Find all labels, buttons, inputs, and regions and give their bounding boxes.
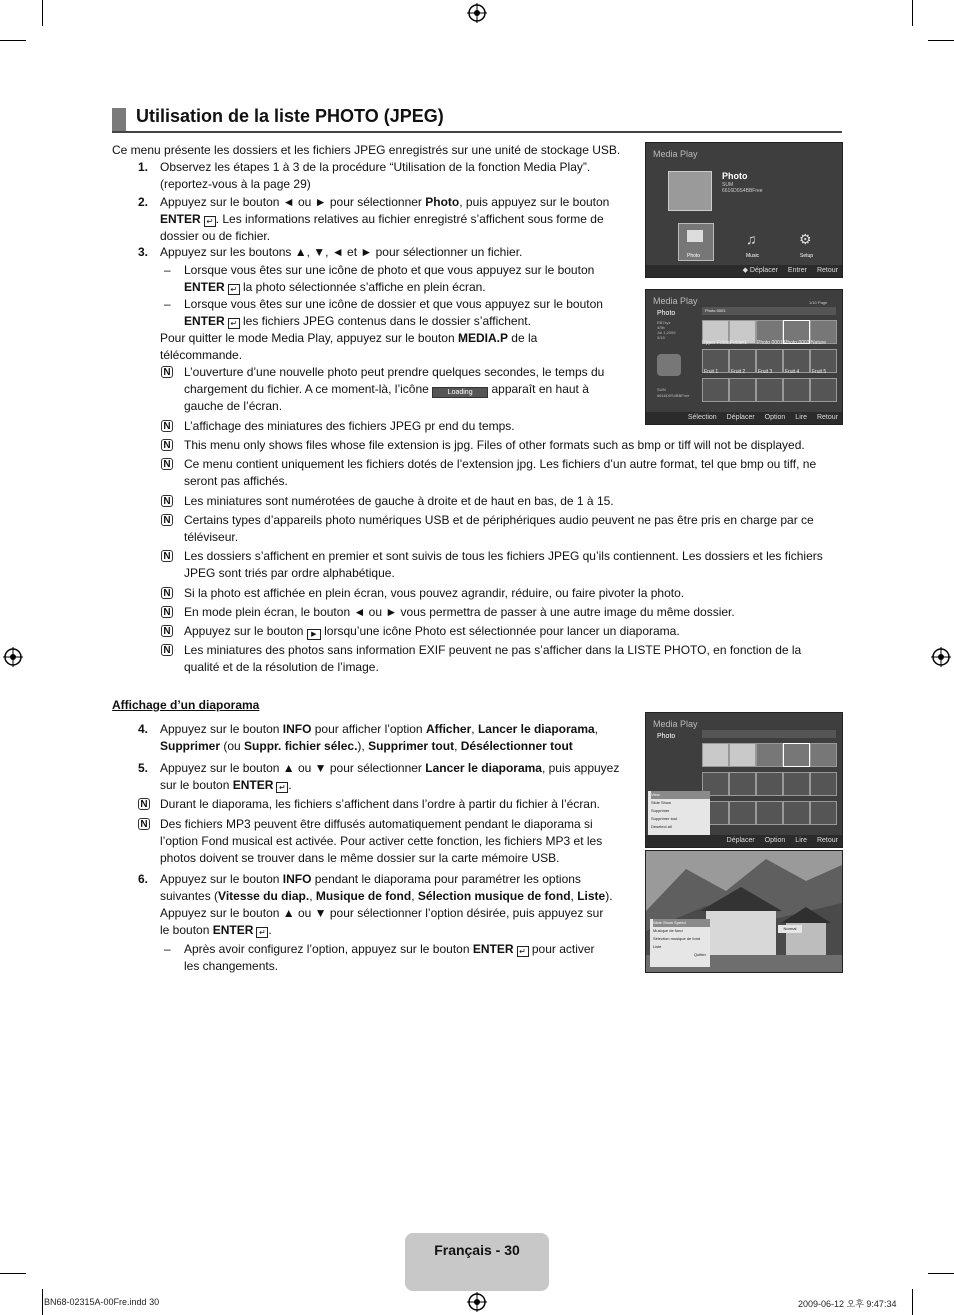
thumbnail[interactable] — [783, 801, 810, 825]
device-id: 6616D0S4BBFree — [722, 188, 763, 194]
note-icon: N — [161, 439, 173, 451]
camera-icon — [657, 354, 681, 376]
note-icon: N — [161, 458, 173, 470]
thumbnail[interactable] — [729, 378, 756, 402]
step-number: 2. — [138, 195, 149, 209]
screen-title: Media Play — [653, 719, 698, 729]
option-menu-item[interactable]: View — [651, 791, 710, 799]
note-icon: N — [138, 798, 150, 810]
thumbnail[interactable] — [702, 378, 729, 402]
note-jpg-only-fr: Ce menu contient uniquement les fichiers dotés de l’extension jpg. Les fichiers d’un autre format, tel que bmp ou tiff, ne seront pas affichés. — [184, 457, 817, 488]
intro-text: Ce menu présente les dossiers et les fichiers JPEG enregistrés sur une unité de stockage USB. — [112, 143, 621, 157]
note-slideshow-button: Appuyez sur le bouton ▶ lorsqu’une icône Photo est sélectionnée pour lancer un diaporama. — [184, 624, 680, 638]
settings-menu-item[interactable]: Sélection musique de fond — [653, 936, 701, 941]
page-indicator: 1/10 Page — [809, 300, 828, 305]
photo-option-screen — [645, 712, 843, 848]
section-heading: Affichage d’un diaporama — [112, 698, 260, 712]
play-icon: ▶ — [307, 629, 321, 640]
music-icon[interactable]: ♫ — [746, 231, 757, 247]
thumb-label: Fruit 2 — [731, 369, 746, 375]
crop-mark — [928, 1273, 954, 1274]
thumb-label: Fruit 1 — [704, 369, 719, 375]
thumbnail[interactable] — [810, 378, 837, 402]
media-play-main-screen — [645, 142, 843, 278]
thumb-label: Photo 0001 — [757, 340, 783, 346]
crop-mark — [42, 1289, 43, 1315]
camera-icon — [668, 171, 712, 211]
thumbnail[interactable] — [810, 772, 837, 796]
slideshow-screen — [645, 850, 843, 973]
photo-label: Photo — [657, 733, 676, 740]
status-bar: ◆ Déplacer Entrer Retour — [646, 265, 842, 277]
note-numbering: Les miniatures sont numérotées de gauche à droite et de haut en bas, de 1 à 15. — [184, 494, 614, 508]
page-title: Utilisation de la liste PHOTO (JPEG) — [136, 106, 444, 126]
tile-label: Setup — [800, 253, 814, 259]
speed-badge: Normal — [778, 925, 802, 933]
option-menu-item[interactable]: Deselect all — [651, 824, 672, 829]
step-1-text: Observez les étapes 1 à 3 de la procédure “Utilisation de la fonction Media Play”. (reportez-vous à la page 29) — [160, 160, 591, 191]
quit-text: Pour quitter le mode Media Play, appuyez sur le bouton MEDIA.P de la télécommande. — [160, 331, 538, 362]
note-mp3: Des fichiers MP3 peuvent être diffusés automatiquement pendant le diaporama si l’option Fond musical est activée. Pour activer cette fonction, les fichiers MP3 et les photos doivent se trouver dans le même dossier sur la carte mémoire USB. — [160, 817, 603, 865]
thumb-label: Fruit 5 — [812, 369, 827, 375]
thumbnail[interactable] — [702, 743, 729, 767]
print-slug-left: BN68-02315A-00Fre.indd 30 — [44, 1297, 160, 1307]
note-devices: Certains types d’appareils photo numériques USB et de périphériques audio peuvent ne pas être pris en charge par ce téléviseur. — [184, 513, 814, 544]
crop-mark — [928, 40, 954, 41]
file-info: EB7xyz 4/9b Jul 1,2009 3/15 — [657, 320, 676, 340]
note-icon: N — [161, 625, 173, 637]
step-3-sub-1: Lorsque vous êtes sur une icône de photo et que vous appuyez sur le bouton ENTER ↵ la photo sélectionnée s’affiche en plein écran. — [184, 263, 595, 294]
thumb-label: Photo 0002 — [784, 340, 810, 346]
note-navigate: En mode plein écran, le bouton ◄ ou ► vous permettra de passer à une autre image du même dossier. — [184, 605, 735, 619]
crop-mark — [0, 1273, 26, 1274]
loading-icon: Loading — [432, 387, 488, 398]
crop-mark — [912, 0, 913, 26]
step-6-sub: Après avoir configurez l’option, appuyez sur le bouton ENTER ↵ pour activer les changements. — [184, 942, 595, 973]
note-exif: Les miniatures des photos sans information EXIF peuvent ne pas s’afficher dans la LISTE PHOTO, en fonction de la qualité et de la résolution de l’image. — [184, 643, 802, 674]
registration-mark-icon — [931, 647, 951, 667]
step-number: 4. — [138, 722, 149, 736]
note-icon: N — [161, 420, 173, 432]
step-2-text: Appuyez sur le bouton ◄ ou ► pour sélectionner Photo, puis appuyez sur le bouton ENTER ↵ . Les informations relatives au fichier enregistré s’affichent sous forme de dossier ou de fichier. — [160, 195, 610, 243]
enter-icon: ↵ — [204, 216, 216, 227]
thumbnail[interactable] — [756, 772, 783, 796]
step-4-text: Appuyez sur le bouton INFO pour afficher l’option Afficher, Lancer le diaporama, Supprimer (ou Suppr. fichier sélec.), Supprimer tout, Désélectionner tout — [160, 722, 599, 753]
note-thumbnails: L’affichage des miniatures des fichiers JPEG pr end du temps. — [184, 419, 515, 433]
option-menu-item[interactable]: Slide Show — [651, 800, 672, 805]
note-icon: N — [161, 606, 173, 618]
enter-icon: ↵ — [228, 318, 240, 329]
step-5-text: Appuyez sur le bouton ▲ ou ▼ pour sélectionner Lancer le diaporama, puis appuyez sur le bouton ENTER ↵ . — [160, 761, 620, 792]
thumbnail[interactable] — [783, 743, 810, 767]
note-icon: N — [161, 495, 173, 507]
settings-menu-item[interactable]: Musique de fond — [653, 928, 683, 933]
step-number: 1. — [138, 160, 149, 174]
folder-path: Photo 0001 — [702, 307, 836, 315]
step-number: 3. — [138, 245, 149, 259]
tile-label: Music — [746, 253, 760, 259]
settings-menu-item[interactable]: Liste — [653, 944, 662, 949]
crop-mark — [0, 40, 26, 41]
note-icon: N — [161, 366, 173, 378]
note-fullscreen: Si la photo est affichée en plein écran, vous pouvez agrandir, réduire, ou faire pivoter la photo. — [184, 586, 685, 600]
thumbnail[interactable] — [783, 772, 810, 796]
thumb-label: Fruit 3 — [758, 369, 773, 375]
crop-mark — [912, 1289, 913, 1315]
settings-menu-item[interactable]: Slide Show Speed — [653, 919, 710, 927]
folder-path — [702, 730, 836, 738]
note-loading: L’ouverture d’une nouvelle photo peut prendre quelques secondes, le temps du chargement du fichier. A ce moment-là, l’icône Loading apparaît en haut à gauche de l’écran. — [184, 365, 605, 413]
note-slideshow-order: Durant le diaporama, les fichiers s’affichent dans l’ordre à partir du fichier à l’écran. — [160, 797, 600, 811]
screen-title: Media Play — [653, 149, 698, 159]
status-bar: Déplacer Option Lire Retour — [646, 835, 842, 847]
tile-label: Photo — [687, 253, 701, 259]
heading-accent-bar — [112, 108, 126, 132]
device-name: SUM — [722, 182, 734, 188]
note-icon: N — [161, 587, 173, 599]
registration-mark-icon — [467, 1292, 487, 1312]
thumbnail[interactable] — [729, 772, 756, 796]
status-bar: Sélection Déplacer Option Lire Retour — [646, 412, 842, 424]
step-6-text: Appuyez sur le bouton INFO pendant le diaporama pour paramétrer les options suivantes (Vitesse du diap., Musique de fond, Sélection musique de fond, Liste). Appuyez sur le bouton ▲ ou ▼ pour sélectionner l’option désirée, puis appuyez sur le bouton ENTER ↵ . — [160, 872, 613, 937]
thumbnail[interactable] — [810, 801, 837, 825]
step-number: 5. — [138, 761, 149, 775]
option-menu-item[interactable]: Supprimer — [651, 808, 670, 813]
note-icon: N — [161, 514, 173, 526]
dash-bullet: – — [164, 942, 171, 956]
note-icon: N — [161, 644, 173, 656]
option-menu-item[interactable]: Supprimer tout — [651, 816, 678, 821]
dash-bullet: – — [164, 263, 171, 277]
crop-mark — [42, 0, 43, 26]
thumb-label: Nature — [811, 340, 827, 346]
note-icon: N — [161, 550, 173, 562]
thumbnail[interactable] — [756, 743, 783, 767]
thumbnail[interactable] — [783, 378, 810, 402]
thumbnail[interactable] — [810, 743, 837, 767]
enter-icon: ↵ — [256, 927, 268, 938]
note-icon: N — [138, 818, 150, 830]
step-3-text: Appuyez sur les boutons ▲, ▼, ◄ et ► pour sélectionner un fichier. — [160, 245, 523, 259]
note-sorting: Les dossiers s’affichent en premier et sont suivis de tous les fichiers JPEG qu’ils contiennent. Les dossiers et les fichiers JPEG sont triés par ordre alphabétique. — [184, 549, 823, 580]
photo-list-screen — [645, 289, 843, 425]
heading-rule — [112, 131, 842, 133]
photo-label: Photo — [722, 171, 748, 181]
registration-mark-icon — [3, 647, 23, 667]
page-number-tab — [405, 1233, 549, 1291]
thumbnail[interactable] — [729, 801, 756, 825]
thumbnail[interactable] — [756, 801, 783, 825]
dash-bullet: – — [164, 297, 171, 311]
quit-button[interactable]: Quitter — [693, 952, 706, 957]
thumbnail[interactable] — [729, 743, 756, 767]
note-jpg-only-en: This menu only shows files whose file extension is jpg. Files of other formats such as bmp or tiff will not be displayed. — [184, 438, 805, 452]
thumb-label: Fruit 4 — [785, 369, 800, 375]
gear-icon[interactable]: ⚙ — [799, 231, 812, 247]
photo-label: Photo — [657, 310, 676, 317]
step-number: 6. — [138, 872, 149, 886]
thumbnail[interactable] — [756, 378, 783, 402]
enter-icon: ↵ — [228, 284, 240, 295]
enter-icon: ↵ — [276, 782, 288, 793]
thumb-label: Upper Folder — [702, 340, 732, 346]
step-3-sub-2: Lorsque vous êtes sur une icône de dossier et que vous appuyez sur le bouton ENTER ↵ les fichiers JPEG contenus dans le dossier s’affichent. — [184, 297, 603, 328]
device-info: SUM 6616D0S4BBFree — [657, 387, 690, 398]
registration-mark-icon — [467, 3, 487, 23]
screen-title: Media Play — [653, 296, 698, 306]
print-slug-right: 2009-06-12 오후 9:47:34 — [798, 1299, 897, 1309]
photo-icon — [687, 230, 703, 242]
thumb-label: Folder1 — [730, 340, 747, 346]
page-number: Français - 30 — [434, 1242, 520, 1258]
enter-icon: ↵ — [517, 946, 529, 957]
slideshow-settings-menu — [650, 919, 710, 967]
